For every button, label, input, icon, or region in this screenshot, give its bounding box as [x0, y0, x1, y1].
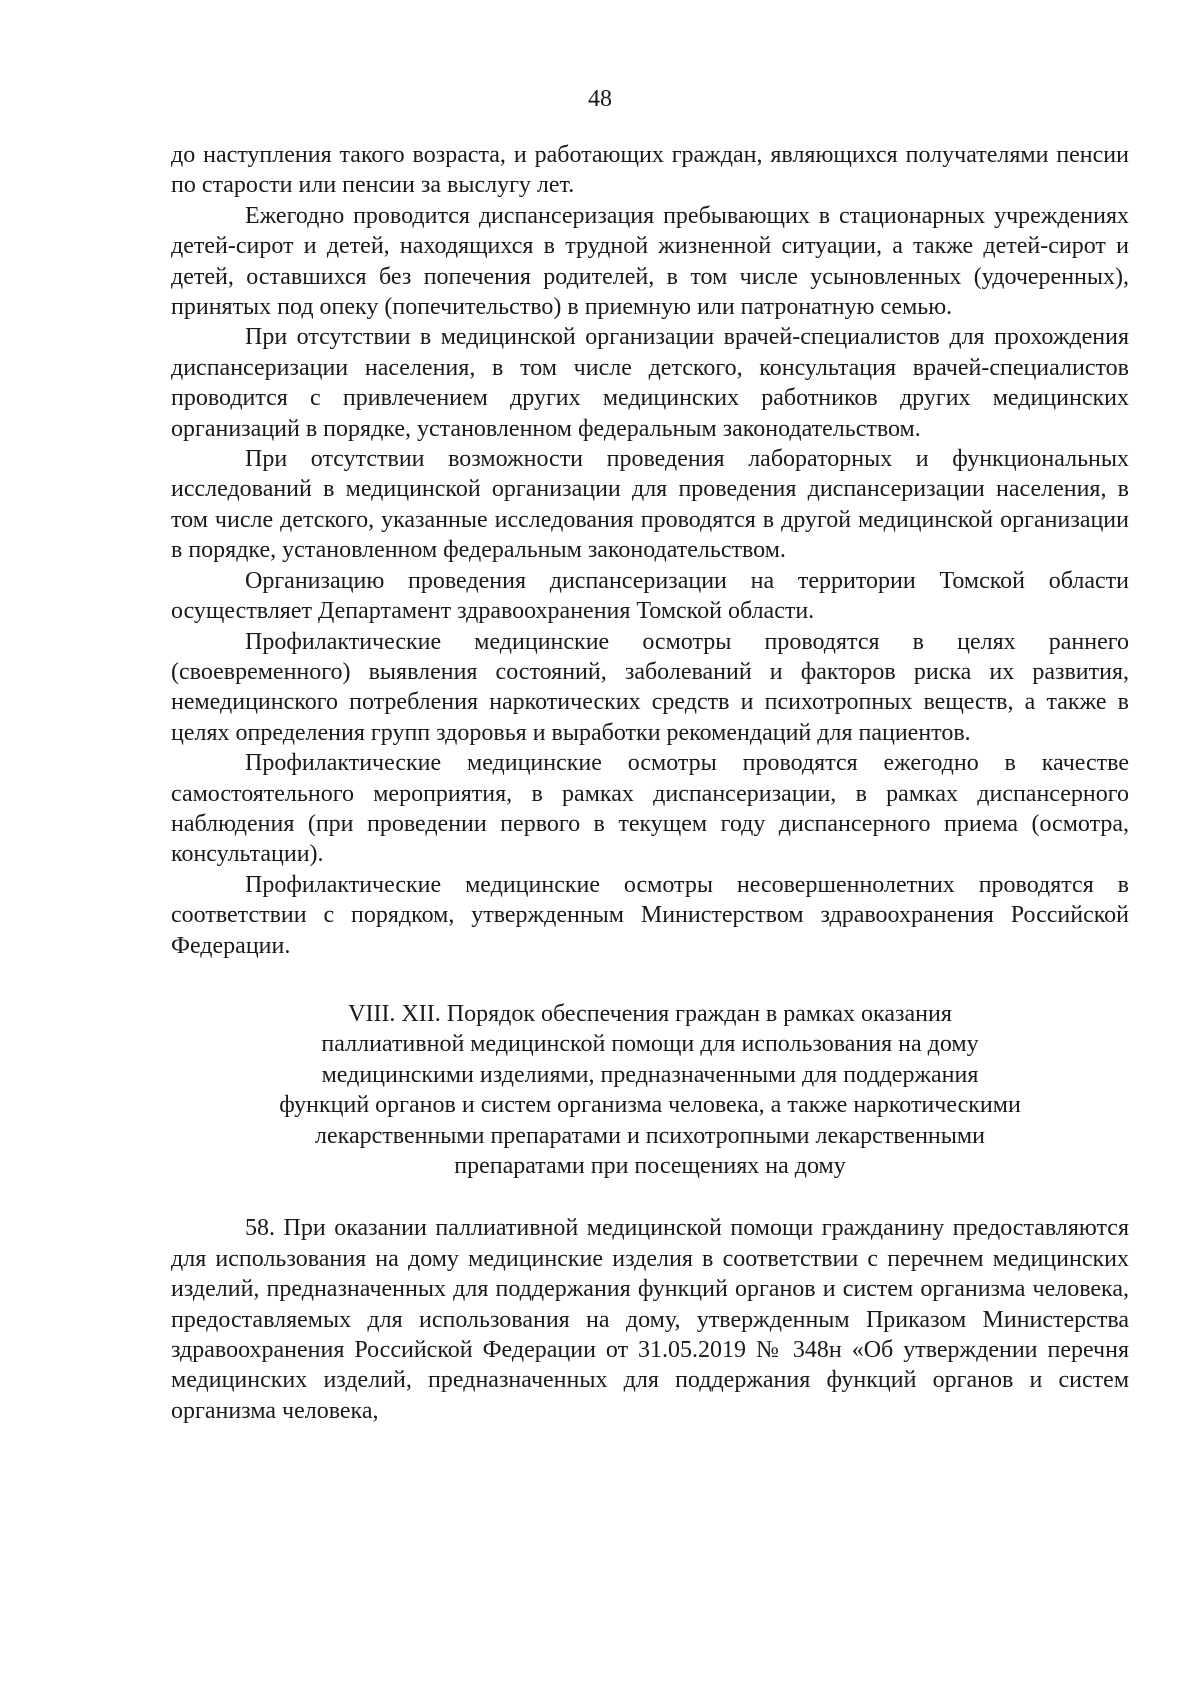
paragraph-continuation: до наступления такого возраста, и работающих граждан, являющихся получателями пенсии по старости или пенсии за выслугу лет.: [171, 142, 1129, 199]
section-heading-line: медицинскими изделиями, предназначенными для поддержания: [321, 1061, 979, 1088]
page-number: 48: [588, 86, 612, 112]
section-heading-line: лекарственными препаратами и психотропными лекарственными: [315, 1122, 985, 1149]
section-heading-line: функций органов и систем организма человека, а также наркотическими: [279, 1092, 1021, 1119]
paragraph-preventive-minors: Профилактические медицинские осмотры несовершеннолетних проводятся в соответствии с порядком, утвержденным Министерством здравоохранения Российской Федерации.: [171, 871, 1129, 959]
paragraph-annual-dispensary: Ежегодно проводится диспансеризация пребывающих в стационарных учреждениях детей-сирот и детей, находящихся в трудной жизненной ситуации, а также детей-сирот и детей, оставшихся без попечения родителей, в том числе усыновленных (удочеренных), принятых под опеку (попечительство) в приемную или патронатную семью.: [171, 202, 1129, 321]
section-heading-line: VIII. XII. Порядок обеспечения граждан в рамках оказания: [348, 1000, 952, 1027]
paragraph-absent-lab-research: При отсутствии возможности проведения лабораторных и функциональных исследований в медицинской организации для проведения диспансеризации населения, в том числе детского, указанные исследования проводятся в другой медицинской организации в порядке, установленном федеральным законодательством.: [171, 446, 1129, 564]
paragraph-absent-specialists: При отсутствии в медицинской организации врачей-специалистов для прохождения диспансеризации населения, в том числе детского, консультация врачей-специалистов проводится с привлечением других медицинских работников других медицинских организаций в порядке, установленном федеральным законодательством.: [171, 324, 1129, 442]
document-body: [171, 140, 1129, 1426]
section-heading: [211, 999, 1089, 1181]
paragraph-58: 58. При оказании паллиативной медицинской помощи гражданину предоставляются для использования на дому медицинские изделия в соответствии с перечнем медицинских изделий, предназначенных для поддержания функций органов и систем организма человека, предоставляемых для использования на дому, утвержденным Приказом Министерства здравоохранения Российской Федерации от 31.05.2019 № 348н «Об утверждении перечня медицинских изделий, предназначенных для поддержания функций органов и систем организма человека,: [171, 1215, 1129, 1424]
paragraph-preventive-annual: Профилактические медицинские осмотры проводятся ежегодно в качестве самостоятельного мероприятия, в рамках диспансеризации, в рамках диспансерного наблюдения (при проведении первого в текущем году диспансерного приема (осмотра, консультации).: [171, 750, 1129, 868]
section-heading-line: препаратами при посещениях на дому: [454, 1153, 846, 1179]
section-heading-line: паллиативной медицинской помощи для использования на дому: [321, 1031, 979, 1058]
paragraph-organization: Организацию проведения диспансеризации на территории Томской области осуществляет Департамент здравоохранения Томской области.: [171, 567, 1129, 625]
paragraph-preventive-goals: Профилактические медицинские осмотры проводятся в целях раннего (своевременного) выявления состояний, заболеваний и факторов риска их развития, немедицинского потребления наркотических средств и психотропных веществ, а также в целях определения групп здоровья и выработки рекомендаций для пациентов.: [171, 628, 1129, 746]
